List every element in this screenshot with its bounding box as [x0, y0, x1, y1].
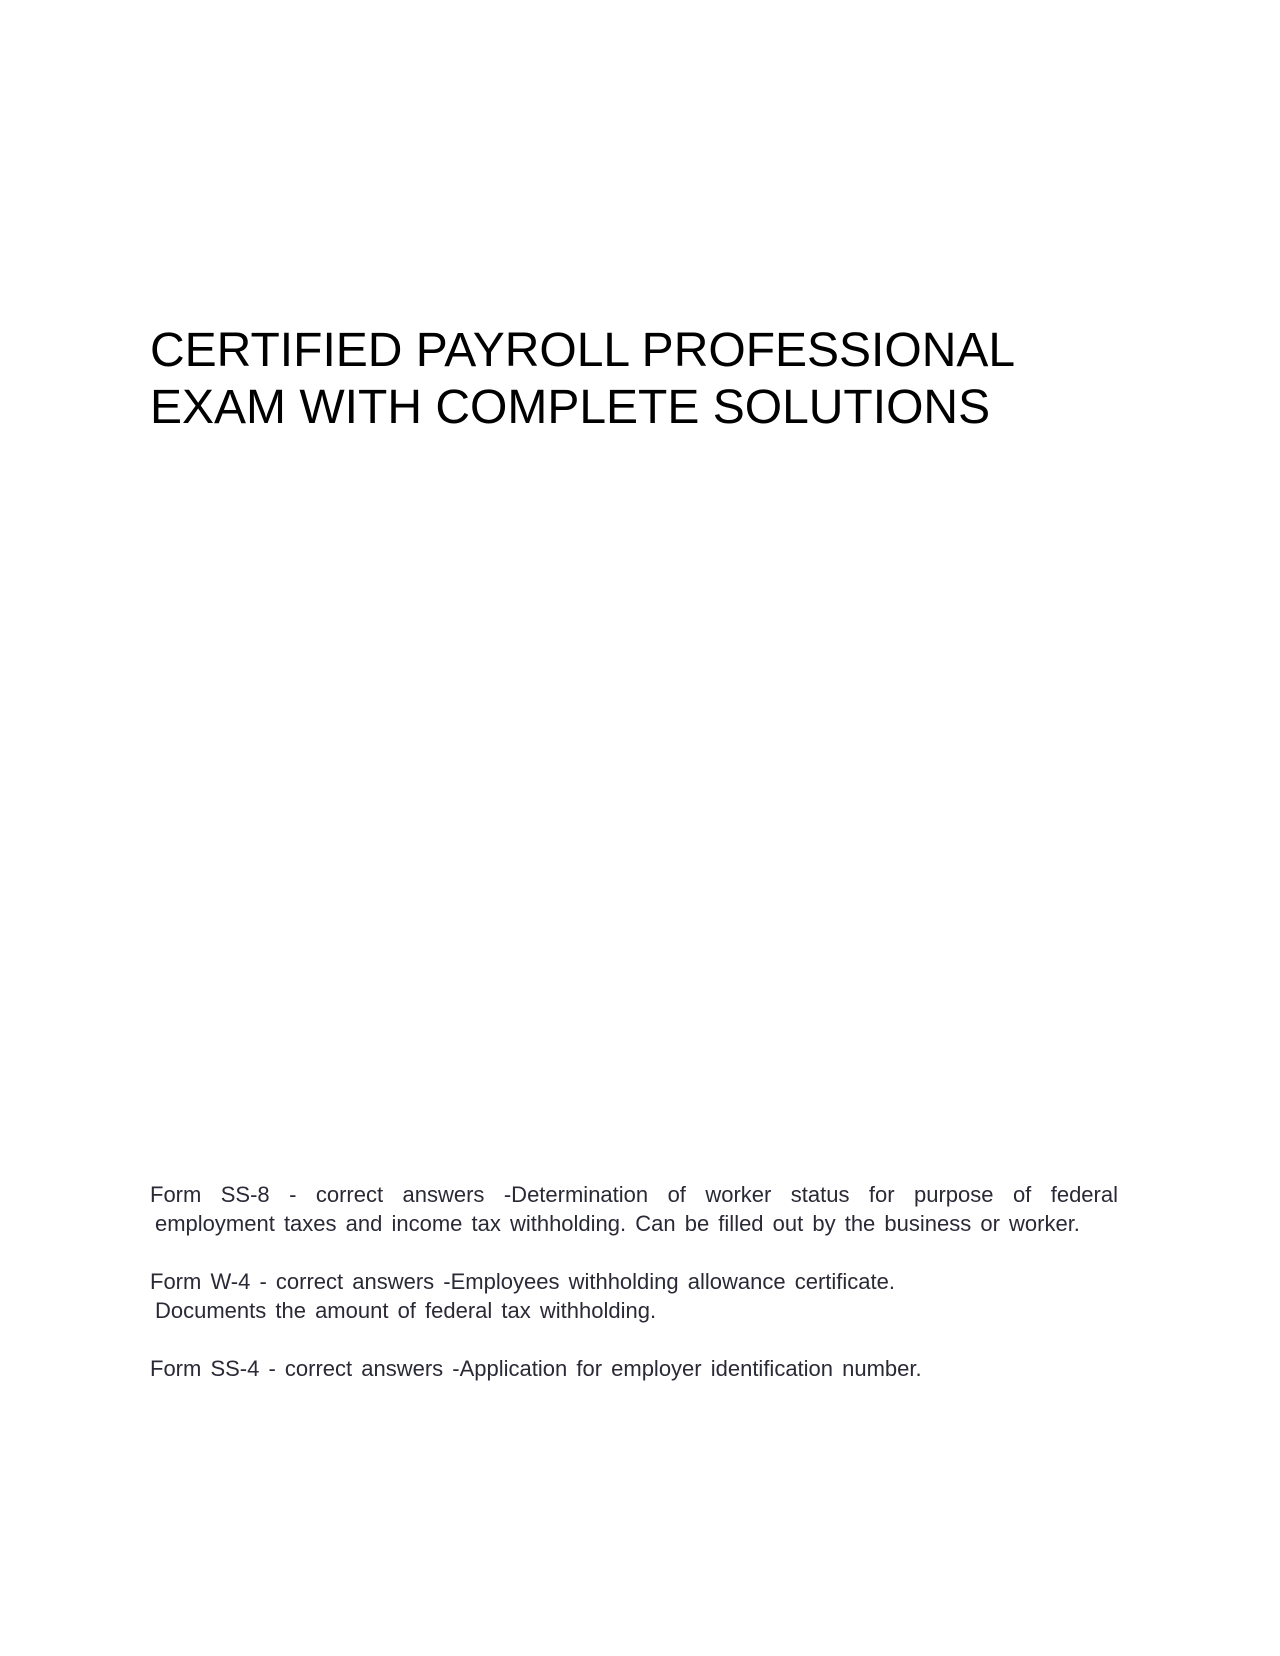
document-title: [150, 322, 1130, 436]
qa-entry-form-ss-8: [150, 1180, 1118, 1238]
qa-entry-text: Form W-4 - correct answers -Employees withholding allowance certificate.: [150, 1269, 895, 1294]
title-line-1: CERTIFIED PAYROLL PROFESSIONAL: [150, 324, 1016, 377]
title-line-2: EXAM WITH COMPLETE SOLUTIONS: [150, 381, 991, 434]
qa-entry-form-w-4: [150, 1267, 1118, 1325]
qa-entry-continuation: Documents the amount of federal tax withholding.: [155, 1298, 657, 1323]
qa-entry-text: Form SS-8 - correct answers -Determination of worker status for purpose of federal employment taxes and income tax withholding. Can be filled out by the business or worker.: [150, 1182, 1118, 1236]
qa-entry-text: Form SS-4 - correct answers -Application for employer identification number.: [150, 1356, 922, 1381]
qa-list: [150, 1180, 1118, 1412]
qa-entry-form-ss-4: [150, 1354, 1118, 1383]
